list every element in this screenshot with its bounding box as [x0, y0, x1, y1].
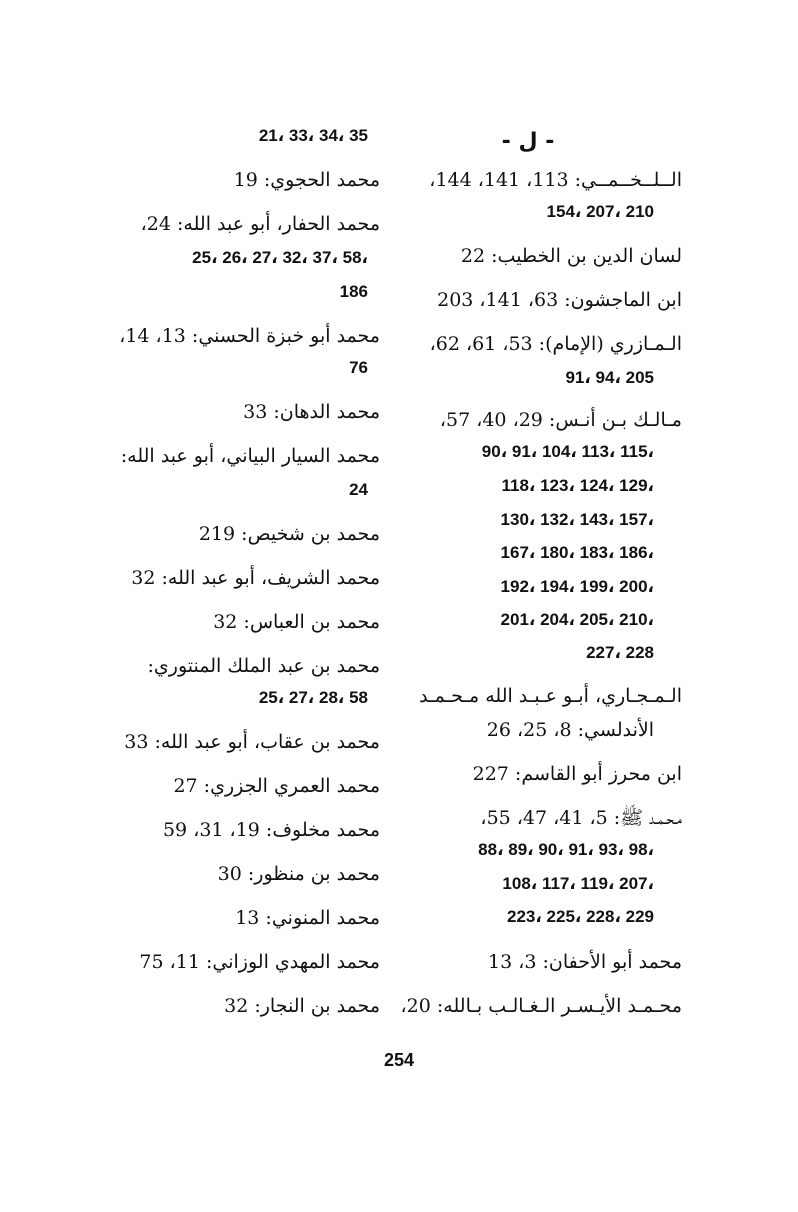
index-entry-line: ابن محرز أبو القاسم: 227: [472, 763, 682, 785]
index-entry-line: محمد بن عبد الملك المنتوري:: [147, 655, 380, 677]
index-entry-line: 108، 117، 119، 207،: [502, 874, 654, 893]
index-entry-line: محمد بن عقاب، أبو عبد الله: 33: [124, 731, 380, 753]
index-entry-line: الـمـجـاري، أبـو عـبـد الله مـحـمـد: [419, 685, 682, 707]
index-entry-line: الـمـازري (الإمام): 53، 61، 62،: [429, 333, 682, 355]
index-entry-line: 25، 27، 28، 58: [258, 688, 368, 707]
index-entry-line: 201، 204، 205، 210،: [500, 610, 654, 629]
index-entry-line: 186: [339, 282, 368, 301]
index-entry-line: محمد الحجوي: 19: [233, 169, 380, 191]
index-entry-line: محمد الشريف، أبو عبد الله: 32: [131, 567, 380, 589]
index-entry-line: محمد بن شخيص: 219: [198, 523, 380, 545]
section-heading: - ل -: [501, 129, 555, 154]
index-entry-line: محمد العمري الجزري: 27: [173, 775, 380, 797]
index-entry-line: 130، 132، 143، 157،: [500, 510, 654, 529]
page-number: 254: [383, 1050, 415, 1070]
index-entry-line: محمد الدهان: 33: [243, 401, 380, 423]
index-entry-line: محـمـد الأيـسـر الـغـالـب بـالله: 20،: [400, 995, 682, 1017]
index-entry-line: مـالـك بـن أنـس: 29، 40، 57،: [439, 409, 682, 431]
index-entry-line: محمد الحفار، أبو عبد الله: 24،: [140, 213, 380, 235]
index-entry-line: محمد أبو خبزة الحسني: 13، 14،: [119, 325, 380, 347]
index-entry-line: 76: [349, 358, 368, 377]
index-entry-line: محمد مخلوف: 19، 31، 59: [162, 819, 380, 841]
index-entry-line: 227، 228: [586, 643, 654, 662]
index-entry-line: الــلــخــمــي: 113، 141، 144،: [429, 169, 682, 191]
index-entry-line: لسان الدين بن الخطيب: 22: [460, 245, 682, 267]
index-entry-line: محمد بن العباس: 32: [213, 611, 380, 633]
index-entry-line: محمد المهدي الوزاني: 11، 75: [139, 951, 380, 973]
index-entry-line: 167، 180، 183، 186،: [500, 543, 654, 562]
index-entry-line: الأندلسي: 8، 25، 26: [486, 719, 654, 741]
index-entry-line: محمد السيار البياني، أبو عبد الله:: [120, 445, 380, 467]
index-entry-line: 88، 89، 90، 91، 93، 98،: [478, 840, 654, 859]
index-entry-line: محمد بن النجار: 32: [224, 995, 380, 1017]
index-entry-line: محمد المنوني: 13: [235, 907, 380, 929]
index-entry-line: 118، 123، 124، 129،: [501, 476, 654, 495]
index-entry-line: 25، 26، 27، 32، 37، 58،: [192, 248, 368, 267]
index-entry-line: محمد أبو الأحفان: 3، 13: [488, 951, 682, 973]
index-entry-line: 90، 91، 104، 113، 115،: [481, 442, 654, 461]
index-entry-line: محمد بن منظور: 30: [217, 863, 380, 885]
index-entry-line: 223، 225، 228، 229: [507, 907, 654, 926]
index-entry-line: 192، 194، 199، 200،: [500, 577, 654, 596]
index-entry-line: مـحـمـد ﷺ: 5، 41، 47، 55،: [480, 807, 682, 829]
index-entry-line: 24: [349, 480, 368, 499]
index-entry-line: 91، 94، 205: [565, 368, 654, 387]
index-entry-line: ابن الماجشون: 63، 141، 203: [437, 289, 682, 311]
index-entry-line: 154، 207، 210: [546, 202, 654, 221]
index-entry-line: 21، 33، 34، 35: [258, 126, 368, 145]
